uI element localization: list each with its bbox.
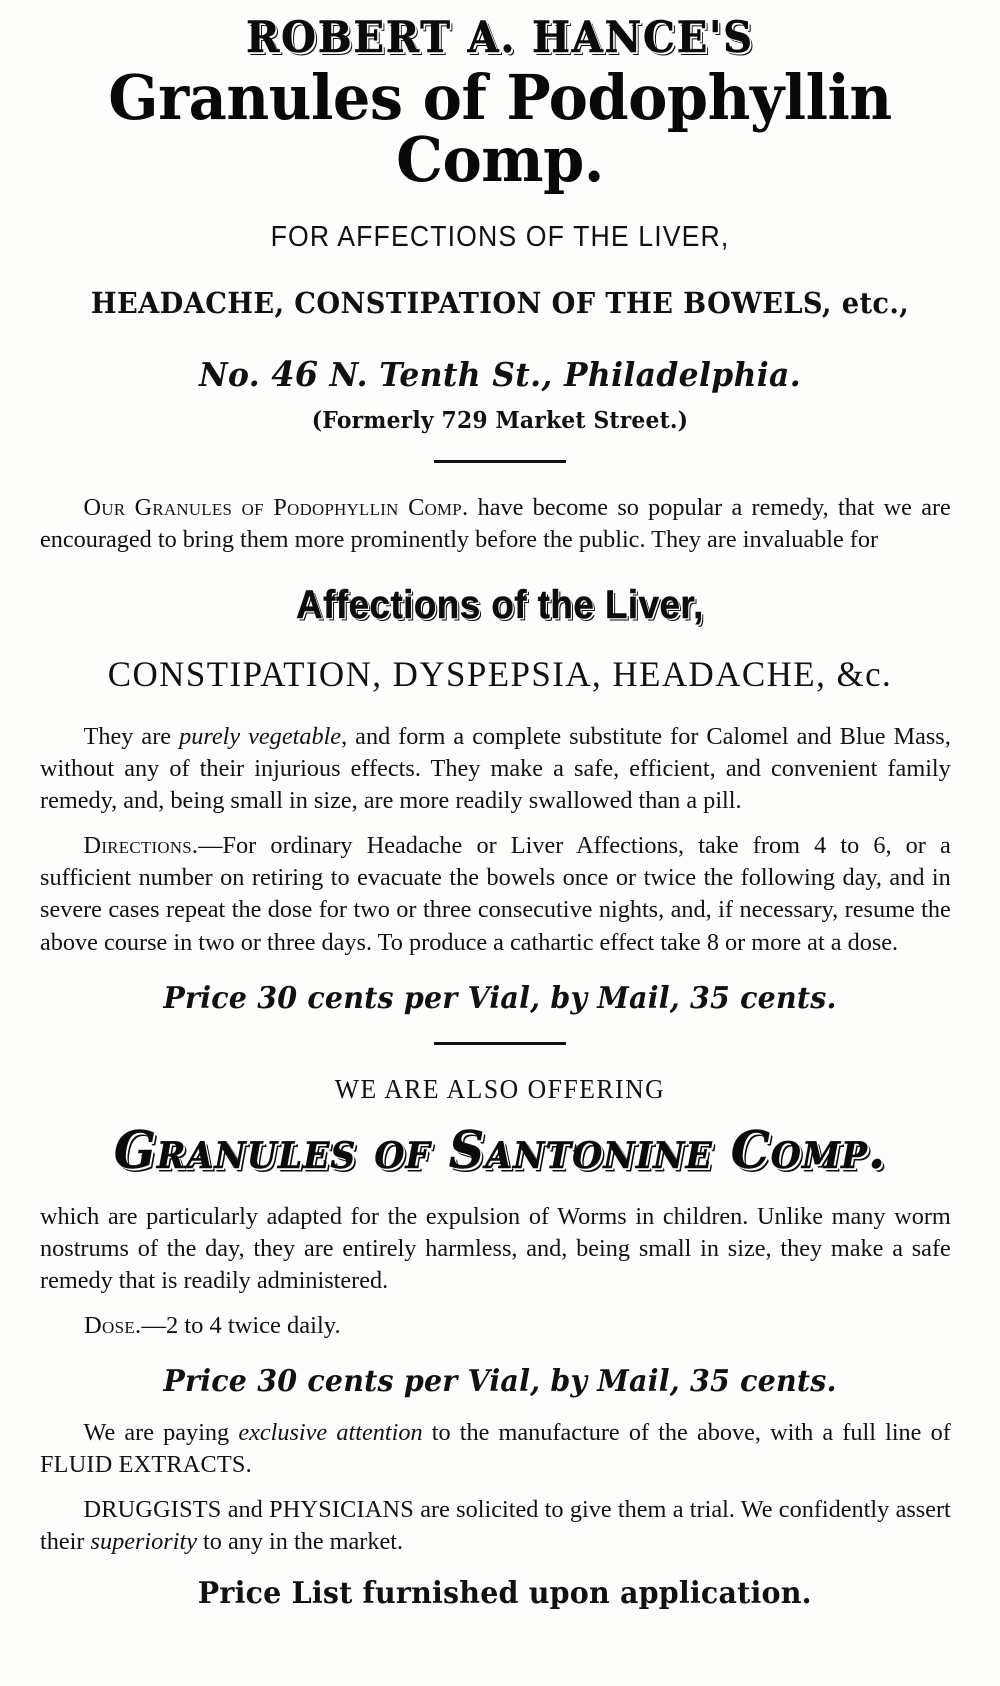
horizontal-rule	[434, 460, 566, 463]
price-santonine: Price 30 cents per Vial, by Mail, 35 cents.	[163, 1363, 837, 1399]
also-offering-heading: WE ARE ALSO OFFERING	[334, 1074, 666, 1105]
horizontal-rule	[434, 1042, 566, 1045]
business-address	[63, 354, 937, 395]
banner-affections-of-liver: Affections of the Liver,	[296, 582, 704, 627]
subtitle-ailments: HEADACHE, CONSTIPATION OF THE BOWELS, etc.,	[90, 286, 910, 321]
vegetable-italic: purely vegetable	[179, 722, 342, 750]
vegetable-after: , and form a complete substitute for Calomel and Blue Mass, without any of their injurious effects. They make a safe, efficient, and convenient family remedy, and, being small in size, are more readily swallowed than a pill.	[40, 722, 951, 815]
price-list-closing-line: Price List furnished upon application.	[197, 1576, 812, 1612]
santonine-description-paragraph: which are particularly adapted for the expulsion of Worms in children. Unlike many worm nostrums of the day, they are entirely harmless, and, being small in size, they make a safe remedy that is readily administered.	[40, 1202, 951, 1295]
former-address-note: (Formerly 729 Market Street.)	[311, 407, 689, 435]
subtitle-affections: FOR AFFECTIONS OF THE LIVER,	[270, 221, 730, 254]
druggists-caps: DRUGGISTS	[83, 1495, 222, 1523]
address-rest: N. Tenth St., Philadelphia.	[318, 355, 802, 395]
directions-text: For ordinary Headache or Liver Affections, take from 4 to 6, or a sufficient number on retiring to evacuate the bowels once or twice the following day, and in severe cases repeat the dose for two or three consecutive nights, and, if necessary, resume the above course in two or three days. To produce a cathartic effect take 8 or more at a dose.	[40, 831, 951, 956]
price-podophyllin: Price 30 cents per Vial, by Mail, 35 cents.	[163, 981, 837, 1017]
exclusive-middle: to the manufacture of the above, with a full line of	[422, 1418, 951, 1446]
druggists-paragraph	[40, 1494, 951, 1559]
banner-ailments-list: CONSTIPATION, DYSPEPSIA, HEADACHE, &c.	[107, 653, 893, 694]
exclusive-attention-paragraph	[40, 1417, 951, 1482]
druggists-mid1: and	[221, 1495, 270, 1523]
intro-text: have become so popular a remedy, that we are encouraged to bring them more prominently before the public. They are invaluable for	[40, 494, 951, 554]
vegetable-before: They are	[83, 722, 180, 750]
directions-label: Directions.	[83, 831, 199, 859]
druggists-mid2: are solicited to give them a trial. We confidently assert their	[40, 1495, 951, 1555]
brand-name-heading: ROBERT A. HANCE'S	[246, 13, 754, 63]
intro-product-smallcaps: Granules of Podophyllin Comp.	[134, 494, 469, 522]
product-title-heading: Granules of Podophyllin Comp.	[108, 61, 892, 197]
physicians-caps: PHYSICIANS	[269, 1495, 414, 1523]
exclusive-italic: exclusive attention	[238, 1418, 423, 1446]
vegetable-paragraph	[40, 721, 951, 818]
dose-text: 2 to 4 twice daily.	[165, 1311, 341, 1339]
address-number: 46	[271, 354, 319, 396]
dose-paragraph	[40, 1310, 960, 1342]
intro-paragraph	[40, 492, 951, 557]
intro-lead-word: Our	[83, 494, 126, 522]
druggists-after: to any in the market.	[196, 1527, 404, 1555]
address-prefix: No.	[198, 355, 272, 395]
superiority-italic: superiority	[90, 1527, 197, 1555]
divider-top	[40, 452, 960, 470]
dose-dash: —	[141, 1311, 166, 1339]
directions-dash: —	[198, 831, 223, 859]
exclusive-before: We are paying	[83, 1418, 239, 1446]
divider-middle	[40, 1034, 960, 1052]
fluid-extracts-caps: FLUID EXTRACTS	[40, 1451, 246, 1479]
banner-santonine-title: Granules of Santonine Comp.	[113, 1121, 887, 1182]
exclusive-after: .	[245, 1451, 252, 1479]
directions-paragraph	[40, 830, 951, 959]
page-content	[40, 0, 960, 1611]
dose-label: Dose.	[84, 1311, 142, 1339]
